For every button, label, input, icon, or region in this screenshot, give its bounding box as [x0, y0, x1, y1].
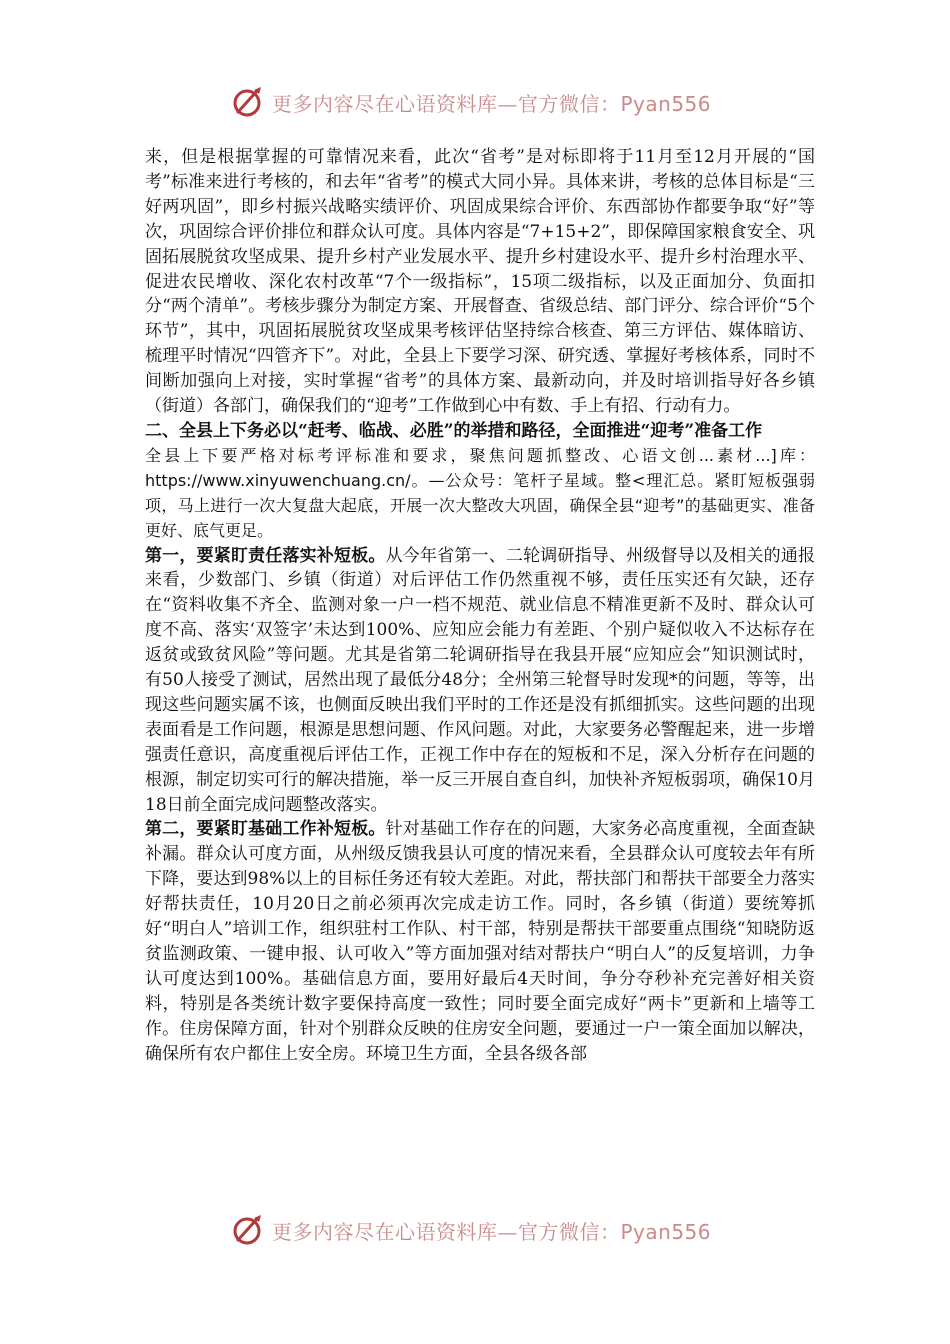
paragraph: 来，但是根据掌握的可靠情况来看，此次“省考”是对标即将于11月至12月开展的“国考”标准来进行考核的，和去年“省考”的模式大同小异。具体来讲，考核的总体目标是“三好两巩固”，即乡村振兴战略实绩评价、巩固成果综合评价、东西部协作都要争取“好”等次，巩固综合评价排位和群众认可度。具体内容是“7+15+2”，即保障国家粮食安全、巩固拓展脱贫攻坚成果、提升乡村产业发展水平、提升乡村建设水平、提升乡村治理水平、促进农民增收、深化农村改革“7个一级指标”，15项二级指标，以及正面加分、负面扣分“两个清单”。考核步骤分为制定方案、开展督查、省级总结、部门评分、综合评价“5个环节”，其中，巩固拓展脱贫攻坚成果考核评估坚持综合核查、第三方评估、媒体暗访、梳理平时情况“四管齐下”。对此，全县上下要学习深、研究透、掌握好考核体系，同时不间断加强向上对接，实时掌握“省考”的具体方案、最新动向，并及时培训指导好各乡镇（街道）各部门，确保我们的“迎考”工作做到心中有数、手上有招、行动有力。	[145, 147, 815, 417]
brush-logo-icon	[230, 1212, 266, 1248]
header-watermark-banner	[230, 82, 730, 122]
banner-wechat-id: Pyan556	[620, 91, 712, 116]
paragraph-lead: 第一，要紧盯责任落实补短板。	[145, 545, 386, 566]
banner-text: 更多内容尽在心语资料库—官方微信：Pyan556	[272, 1219, 712, 1244]
section-heading: 二、全县上下务必以“赶考、临战、必胜”的举措和路径，全面推进“迎考”准备工作	[145, 420, 763, 441]
document-body	[145, 145, 815, 1067]
paragraph-lead: 第二，要紧盯基础工作补短板。	[145, 819, 386, 840]
paragraph: 第二，要紧盯基础工作补短板。针对基础工作存在的问题，大家务必高度重视，全面查缺补漏。群众认可度方面，从州级反馈我县认可度的情况来看，全县群众认可度较去年有所下降，要达到98%以上的目标任务还有较大差距。对此，帮扶部门和帮扶干部要全力落实好帮扶责任，10月20日之前必须再次完成走访工作。同时，各乡镇（街道）要统筹抓好“明白人”培训工作，组织驻村工作队、村干部，特别是帮扶干部要重点围绕“知晓防返贫监测政策、一键申报、认可收入”等方面加强对结对帮扶户“明白人”的反复培训，力争认可度达到100%。基础信息方面，要用好最后4天时间，争分夺秒补充完善好相关资料，特别是各类统计数字要保持高度一致性；同时要全面完成好“两卡”更新和上墙等工作。住房保障方面，针对个别群众反映的住房安全问题，要通过一户一策全面加以解决，确保所有农户都住上安全房。环境卫生方面，全县各级各部	[145, 819, 816, 1064]
brush-logo-icon	[230, 84, 266, 120]
banner-text: 更多内容尽在心语资料库—官方微信：Pyan556	[272, 91, 712, 116]
banner-wechat-id: Pyan556	[620, 1219, 712, 1244]
footer-watermark-banner	[230, 1210, 730, 1250]
paragraph: 第一，要紧盯责任落实补短板。从今年省第一、二轮调研指导、州级督导以及相关的通报来看，少数部门、乡镇（街道）对后评估工作仍然重视不够，责任压实还有欠缺，还存在“资料收集不齐全、监测对象一户一档不规范、就业信息不精准更新不及时、群众认可度不高、落实‘双签字’未达到100%、应知应会能力有差距、个别户疑似收入不达标存在返贫或致贫风险”等问题。尤其是省第二轮调研指导在我县开展“应知应会”知识测试时，有50人接受了测试，居然出现了最低分48分；全州第三轮督导时发现*的问题，等等，出现这些问题实属不该，也侧面反映出我们平时的工作还是没有抓细抓实。这些问题的出现表面看是工作问题，根源是思想问题、作风问题。对此，大家要务必警醒起来，进一步增强责任意识，高度重视后评估工作，正视工作中存在的短板和不足，深入分析存在问题的根源，制定切实可行的解决措施，举一反三开展自查自纠，加快补齐短板弱项，确保10月18日前全面完成问题整改落实。	[145, 545, 816, 815]
paragraph: 全县上下要严格对标考评标准和要求，聚焦问题抓整改、心语文创...素材...]库：https://www.xinyuwenchuang.cn/。—公众号：笔杆子星域。整<理汇总。紧盯短板强弱项，马上进行一次大复盘大起底，开展一次大整改大巩固，确保全县“迎考”的基础更实、准备更好、底气更足。	[145, 445, 815, 540]
